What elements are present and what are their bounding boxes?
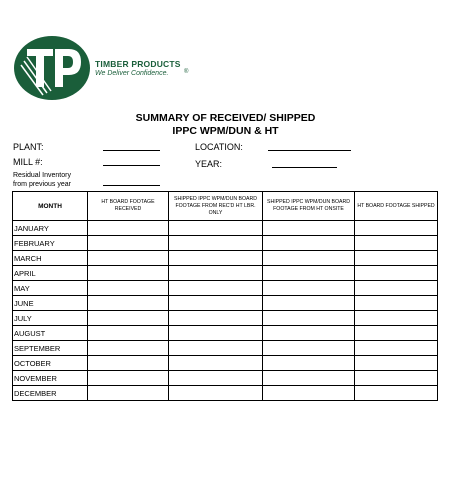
table-row	[13, 221, 438, 236]
month-cell: OCTOBER	[13, 356, 88, 371]
month-cell: SEPTEMBER	[13, 341, 88, 356]
month-cell: FEBRUARY	[13, 236, 88, 251]
ht-shipped-cell[interactable]	[355, 281, 438, 296]
location-label: LOCATION:	[195, 142, 243, 152]
ht-shipped-cell[interactable]	[355, 356, 438, 371]
ht-shipped-cell[interactable]	[355, 266, 438, 281]
ht-shipped-cell[interactable]	[355, 221, 438, 236]
column-header-month: MONTH	[13, 192, 88, 221]
shipped-from-onsite-cell[interactable]	[263, 371, 355, 386]
month-cell: NOVEMBER	[13, 371, 88, 386]
shipped-from-received-cell[interactable]	[169, 326, 263, 341]
table-row	[13, 296, 438, 311]
ht-shipped-cell[interactable]	[355, 296, 438, 311]
shipped-from-onsite-cell[interactable]	[263, 311, 355, 326]
shipped-from-received-cell[interactable]	[169, 266, 263, 281]
plant-field[interactable]	[103, 150, 160, 151]
summary-table	[12, 191, 438, 401]
residual-inventory-field[interactable]	[103, 185, 160, 186]
year-field[interactable]	[272, 167, 337, 168]
document-title: SUMMARY OF RECEIVED/ SHIPPED	[135, 112, 316, 124]
shipped-from-onsite-cell[interactable]	[263, 341, 355, 356]
ht-received-cell[interactable]	[88, 311, 169, 326]
table-row	[13, 326, 438, 341]
ht-received-cell[interactable]	[88, 386, 169, 401]
shipped-from-received-cell[interactable]	[169, 341, 263, 356]
table-row	[13, 356, 438, 371]
column-header-ht-received: HT BOARD FOOTAGE RECEIVED	[88, 192, 169, 221]
table-row	[13, 311, 438, 326]
month-cell: MAY	[13, 281, 88, 296]
mill-label: MILL #:	[13, 157, 43, 167]
shipped-from-onsite-cell[interactable]	[263, 296, 355, 311]
ht-received-cell[interactable]	[88, 326, 169, 341]
shipped-from-onsite-cell[interactable]	[263, 266, 355, 281]
ht-shipped-cell[interactable]	[355, 251, 438, 266]
shipped-from-received-cell[interactable]	[169, 311, 263, 326]
month-cell: APRIL	[13, 266, 88, 281]
month-cell: JUNE	[13, 296, 88, 311]
month-cell: AUGUST	[13, 326, 88, 341]
shipped-from-onsite-cell[interactable]	[263, 251, 355, 266]
shipped-from-onsite-cell[interactable]	[263, 221, 355, 236]
year-label: YEAR:	[195, 159, 223, 169]
ht-shipped-cell[interactable]	[355, 341, 438, 356]
table-row	[13, 266, 438, 281]
shipped-from-received-cell[interactable]	[169, 296, 263, 311]
ht-shipped-cell[interactable]	[355, 371, 438, 386]
shipped-from-onsite-cell[interactable]	[263, 326, 355, 341]
column-header-shipped-from-received: SHIPPED IPPC WPM/DUN BOARD FOOTAGE FROM REC'D HT LBR. ONLY	[169, 192, 263, 221]
plant-label: PLANT:	[13, 142, 44, 152]
column-header-ht-shipped: HT BOARD FOOTAGE SHIPPED	[355, 192, 438, 221]
ht-received-cell[interactable]	[88, 371, 169, 386]
ht-received-cell[interactable]	[88, 296, 169, 311]
brand-name: TIMBER PRODUCTS	[95, 59, 181, 69]
ht-received-cell[interactable]	[88, 281, 169, 296]
registered-mark: ®	[184, 69, 189, 75]
table-row	[13, 236, 438, 251]
ht-shipped-cell[interactable]	[355, 311, 438, 326]
shipped-from-received-cell[interactable]	[169, 236, 263, 251]
shipped-from-received-cell[interactable]	[169, 281, 263, 296]
column-header-shipped-from-onsite: SHIPPED IPPC WPM/DUN BOARD FOOTAGE FROM HT ONSITE	[263, 192, 355, 221]
month-cell: JULY	[13, 311, 88, 326]
table-row	[13, 251, 438, 266]
shipped-from-received-cell[interactable]	[169, 386, 263, 401]
ht-received-cell[interactable]	[88, 251, 169, 266]
location-field[interactable]	[268, 150, 351, 151]
table-row	[13, 341, 438, 356]
table-row	[13, 281, 438, 296]
ht-received-cell[interactable]	[88, 221, 169, 236]
shipped-from-received-cell[interactable]	[169, 221, 263, 236]
ht-shipped-cell[interactable]	[355, 326, 438, 341]
residual-inventory-label: Residual Inventory from previous year	[13, 172, 71, 188]
month-cell: MARCH	[13, 251, 88, 266]
table-header-row	[13, 192, 438, 221]
mill-field[interactable]	[103, 165, 160, 166]
month-cell: JANUARY	[13, 221, 88, 236]
timber-products-logo	[13, 35, 91, 101]
ht-shipped-cell[interactable]	[355, 236, 438, 251]
table-row	[13, 371, 438, 386]
shipped-from-onsite-cell[interactable]	[263, 236, 355, 251]
shipped-from-received-cell[interactable]	[169, 251, 263, 266]
brand-tagline: We Deliver Confidence.	[95, 70, 169, 77]
ht-shipped-cell[interactable]	[355, 386, 438, 401]
shipped-from-onsite-cell[interactable]	[263, 386, 355, 401]
ht-received-cell[interactable]	[88, 341, 169, 356]
shipped-from-received-cell[interactable]	[169, 371, 263, 386]
shipped-from-received-cell[interactable]	[169, 356, 263, 371]
shipped-from-onsite-cell[interactable]	[263, 281, 355, 296]
month-cell: DECEMBER	[13, 386, 88, 401]
ht-received-cell[interactable]	[88, 356, 169, 371]
table-row	[13, 386, 438, 401]
document-subtitle: IPPC WPM/DUN & HT	[172, 125, 279, 137]
shipped-from-onsite-cell[interactable]	[263, 356, 355, 371]
ht-received-cell[interactable]	[88, 266, 169, 281]
ht-received-cell[interactable]	[88, 236, 169, 251]
